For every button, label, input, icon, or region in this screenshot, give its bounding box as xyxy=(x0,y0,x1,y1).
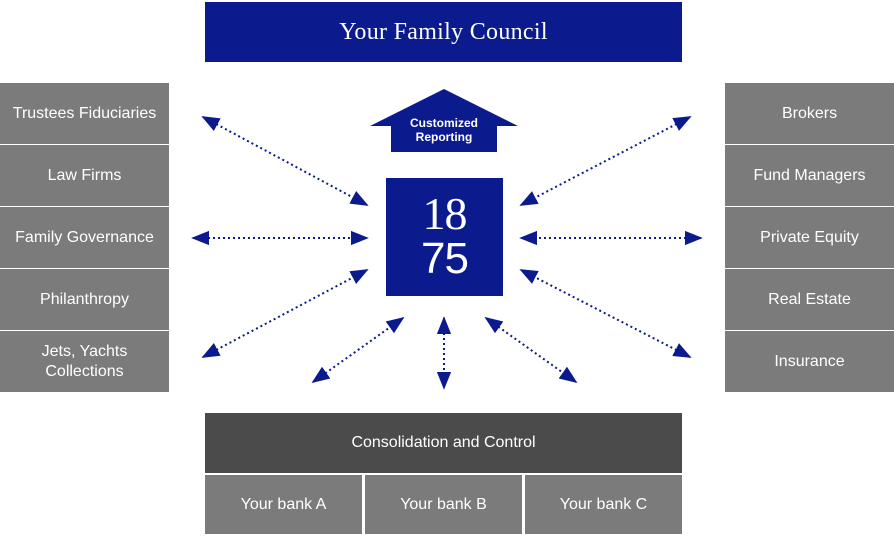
family-council-box xyxy=(205,2,682,62)
arrow-bank-a xyxy=(313,318,403,382)
box-label: Trustees Fiduciaries xyxy=(12,104,157,122)
box-fund-managers xyxy=(725,145,894,206)
box-label: Private Equity xyxy=(760,228,859,246)
box-label: Jets, Yachts Collections xyxy=(41,342,128,380)
bank-c-box xyxy=(525,475,682,534)
box-law-firms xyxy=(0,145,169,206)
bank-label: Your bank B xyxy=(400,495,487,513)
box-label: Brokers xyxy=(781,104,838,122)
box-label: Fund Managers xyxy=(753,166,866,184)
box-trustees-fiduciaries xyxy=(0,83,169,144)
consolidation-label: Consolidation and Control xyxy=(351,434,536,451)
box-label: Law Firms xyxy=(47,166,122,184)
arrow-insurance xyxy=(521,270,690,357)
consolidation-box xyxy=(205,413,682,473)
bank-label: Your bank A xyxy=(240,495,327,513)
box-private-equity xyxy=(725,207,894,268)
box-brokers xyxy=(725,83,894,144)
box-real-estate xyxy=(725,269,894,330)
family-council-title: Your Family Council xyxy=(339,18,548,45)
arrow-brokers xyxy=(521,117,690,205)
box-label: Insurance xyxy=(774,352,845,370)
customized-reporting-label: Customized Reporting xyxy=(409,116,478,144)
box-philanthropy xyxy=(0,269,169,330)
logo-top-text: 18 xyxy=(422,188,467,239)
arrow-jets xyxy=(203,270,367,357)
box-insurance xyxy=(725,331,894,392)
box-label: Real Estate xyxy=(768,290,851,308)
box-label: Philanthropy xyxy=(40,290,129,308)
box-label: Family Governance xyxy=(15,228,154,246)
bank-a-box xyxy=(205,475,362,534)
box-family-governance xyxy=(0,207,169,268)
logo-1875 xyxy=(386,178,503,296)
box-jets-yachts-collections xyxy=(0,331,169,392)
arrow-trustees xyxy=(203,117,367,205)
bank-b-box xyxy=(365,475,522,534)
bank-label: Your bank C xyxy=(559,495,648,513)
logo-bottom-text: 75 xyxy=(421,234,468,283)
arrow-bank-c xyxy=(486,318,576,382)
